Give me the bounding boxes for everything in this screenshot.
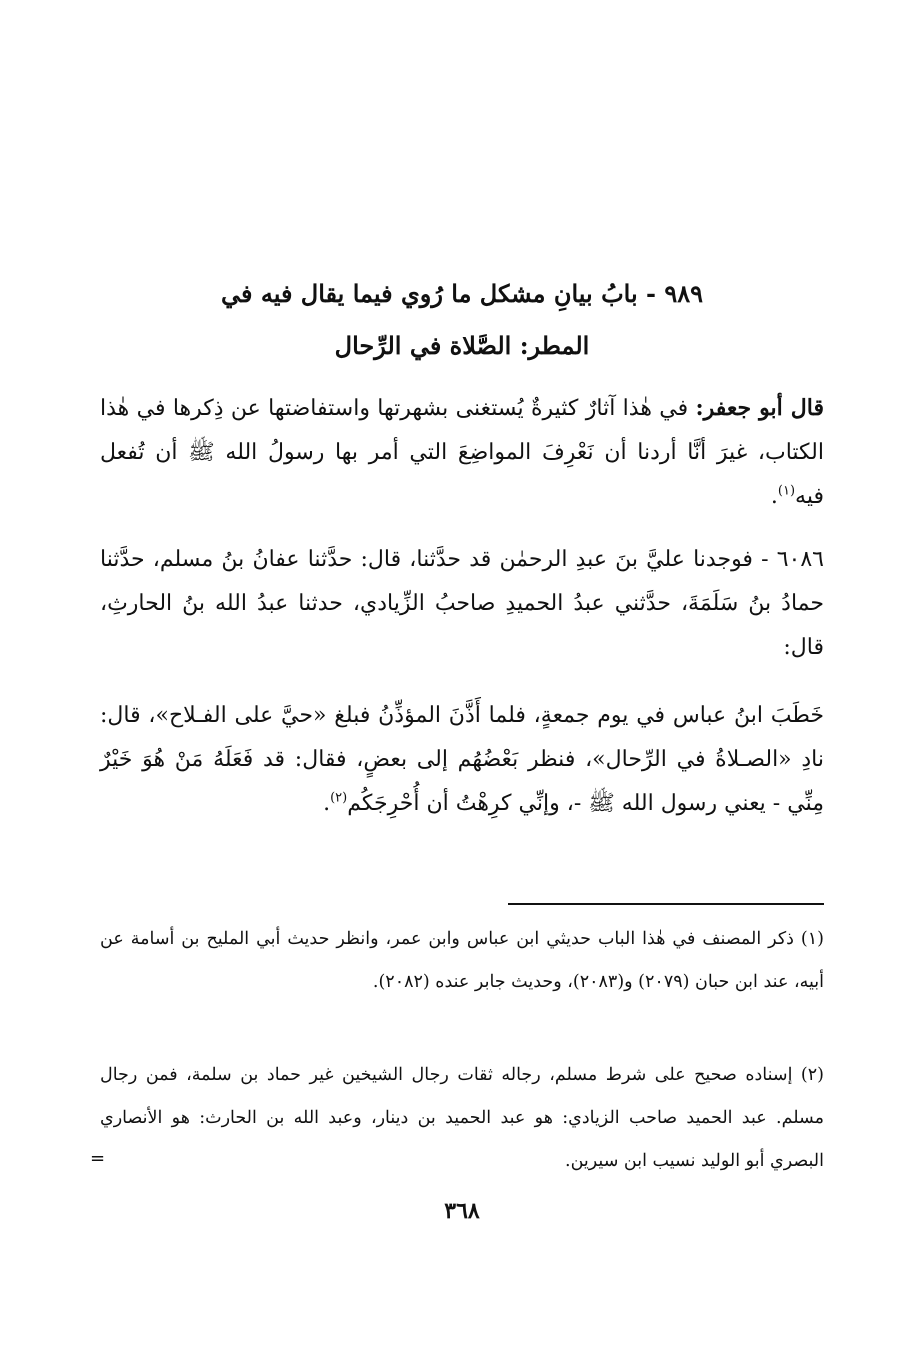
footnote-ref-2[interactable]: (٢) bbox=[330, 790, 348, 806]
hadith-matn-paragraph bbox=[100, 694, 824, 826]
page-number: ٣٦٨ bbox=[444, 1198, 480, 1224]
intro-author-label: قال أبو جعفر: bbox=[695, 395, 824, 421]
footnote-2: (٢) إسناده صحيح على شرط مسلم، رجاله ثقات رجال الشيخين غير حماد بن سلمة، فمن رجال مسلم. عبد الحميد صاحب الزيادي: هو عبد الحميد بن دينار، وعبد الله بن الحارث: هو الأنصاري البصري أبو الوليد نسيب ابن سيرين. bbox=[100, 1065, 824, 1171]
page-content bbox=[100, 0, 824, 1360]
hadith-chain-text: ٦٠٨٦ - فوجدنا عليَّ بنَ عبدِ الرحمٰن قد حدَّثنا، قال: حدَّثنا عفانُ بنُ مسلم، حدَّثنا حمادُ بنُ سَلَمَةَ، حدَّثني عبدُ الحميدِ صاحبُ الزِّيادي، حدثنا عبدُ الله بنُ الحارثِ، قال: bbox=[100, 547, 824, 660]
footnote-1: (١) ذكر المصنف في هٰذا الباب حديثي ابن عباس وابن عمر، وانظر حديث أبي المليح بن أسامة عن أبيه، عند ابن حبان (٢٠٧٩) و(٢٠٨٣)، وحديث جابر عنده (٢٠٨٢). bbox=[100, 929, 824, 992]
footnote-ref-1[interactable]: (١) bbox=[777, 483, 796, 499]
intro-text: في هٰذا آثارٌ كثيرةٌ يُستغنى بشهرتها واستفاضتها عن ذِكرها في هٰذا الكتاب، غيرَ أنَّا أردنا أن نَعْرِفَ المواضِعَ التي أمر بها رسولُ الله ﷺ أن تُفعل فيه bbox=[100, 396, 824, 509]
chapter-title bbox=[100, 268, 824, 372]
footnote-divider bbox=[508, 903, 824, 905]
intro-end: . bbox=[770, 484, 778, 509]
hadith-matn-end: . bbox=[323, 791, 331, 816]
hadith-chain-paragraph bbox=[100, 538, 824, 670]
hadith-matn-text: خَطَبَ ابنُ عباس في يوم جمعةٍ، فلما أَذَّنَ المؤذِّنُ فبلغ «حيَّ على الفـلاح»، قال: نادِ «الصـلاةُ في الرِّحال»، فنظر بَعْضُهُم إلى بعضٍ، فقال: قد فَعَلَهُ مَنْ هُوَ خَيْرٌ مِنِّي - يعني رسول الله ﷺ -، وإنِّي كرِهْتُ أن أُحْرِجَكُم bbox=[100, 703, 824, 816]
intro-paragraph bbox=[100, 386, 824, 519]
chapter-title-line-1: ٩٨٩ - بابُ بيانِ مشكل ما رُوي فيما يقال فيه في bbox=[221, 279, 703, 308]
chapter-title-line-2: المطر: الصَّلاة في الرِّحال bbox=[334, 331, 590, 360]
footnote-continuation-mark: = bbox=[90, 1148, 106, 1169]
